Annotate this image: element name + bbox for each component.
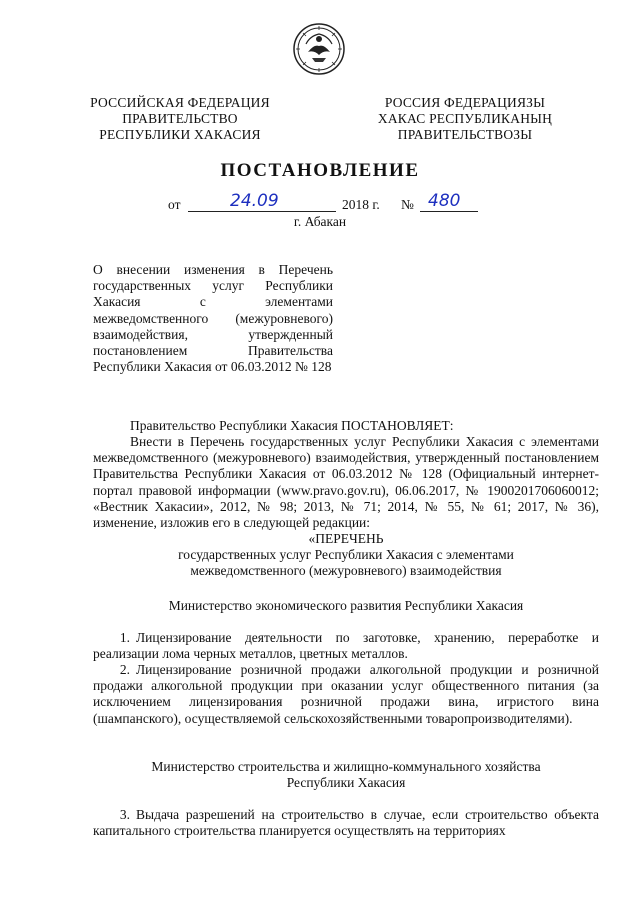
header-right bbox=[365, 95, 565, 143]
header-left-line: РЕСПУБЛИКИ ХАКАСИЯ bbox=[99, 127, 261, 142]
number-underline bbox=[420, 211, 478, 212]
section-title bbox=[93, 759, 599, 791]
handwritten-number: 480 bbox=[428, 191, 461, 211]
body-paragraph: Внести в Перечень государственных услуг Республики Хакасия с элементами межведомственного (межуровневого) взаимодействия, утвержденный постановлением Правительства Республики Хакасия от 06.03.2012 № 128 (Официальный интернет-портал правовой информации (www.pravo.gov.ru), 06.06.2017, № 1900201706060012; «Вестник Хакасии», 2012, № 98; 2013, № 71; 2014, № 55, № 61; 2017, № 36), изменение, изложив его в следующей редакции: bbox=[93, 434, 599, 531]
list-item bbox=[93, 630, 599, 662]
item-text: Лицензирование деятельности по заготовке, хранению, переработке и реализации лома черных металлов, цветных металлов. bbox=[93, 630, 599, 662]
header-left-line: РОССИЙСКАЯ ФЕДЕРАЦИЯ bbox=[90, 95, 270, 110]
decree-statement: Правительство Республики Хакасия ПОСТАНОВЛЯЕТ: bbox=[130, 418, 454, 433]
list-heading-line: государственных услуг Республики Хакасия с элементами bbox=[178, 547, 514, 563]
khakassia-coat-of-arms-icon bbox=[292, 22, 346, 76]
year-label: 2018 г. bbox=[342, 197, 380, 212]
number-label: № bbox=[401, 197, 414, 212]
date-prefix: от bbox=[168, 197, 181, 212]
item-number: 2. bbox=[119, 662, 130, 677]
item-number: 1. bbox=[119, 630, 130, 645]
coat-of-arms-emblem bbox=[292, 22, 346, 76]
list-item bbox=[93, 807, 599, 839]
header-right-line: ПРАВИТЕЛЬСТВОЗЫ bbox=[397, 127, 533, 142]
header-right-line: ХАКАС РЕСПУБЛИКАНЫҢ bbox=[377, 111, 553, 126]
section-title-line: Республики Хакасия bbox=[286, 775, 406, 791]
section-title bbox=[93, 598, 599, 614]
document-title: ПОСТАНОВЛЕНИЕ bbox=[220, 160, 420, 181]
handwritten-date: 24.09 bbox=[230, 191, 279, 211]
list-heading-line: «ПЕРЕЧЕНЬ bbox=[308, 531, 384, 546]
item-text: Выдача разрешений на строительство в случае, если строительство объекта капитального строительства планируется осуществлять на территориях bbox=[93, 807, 599, 839]
item-number: 3. bbox=[119, 807, 130, 822]
section-title-line: Министерство экономического развития Республики Хакасия bbox=[168, 598, 524, 613]
list-heading bbox=[93, 531, 599, 580]
city-label: г. Абакан bbox=[293, 214, 347, 229]
document-subject: О внесении изменения в Перечень государственных услуг Республики Хакасия с элементами межведомственного (межуровневого) взаимодействия, утвержденный постановлением Правительства Республики Хакасия от 06.03.2012 № 128 bbox=[93, 262, 333, 375]
header-left-line: ПРАВИТЕЛЬСТВО bbox=[122, 111, 238, 126]
list-heading-line: межведомственного (межуровневого) взаимодействия bbox=[190, 563, 502, 579]
header-left bbox=[80, 95, 280, 143]
list-item bbox=[93, 662, 599, 727]
header-right-line: РОССИЯ ФЕДЕРАЦИЯЗЫ bbox=[384, 95, 546, 110]
item-text: Лицензирование розничной продажи алкогольной продукции и розничной продажи алкогольной продукции при оказании услуг общественного питания (за исключением лицензирования розничной продажи вина, игристого вина (шампанского), осуществляемой сельскохозяйственными товаропроизводителями). bbox=[93, 662, 599, 726]
section-title-line: Министерство строительства и жилищно-коммунального хозяйства bbox=[151, 759, 541, 774]
date-underline bbox=[188, 211, 336, 212]
